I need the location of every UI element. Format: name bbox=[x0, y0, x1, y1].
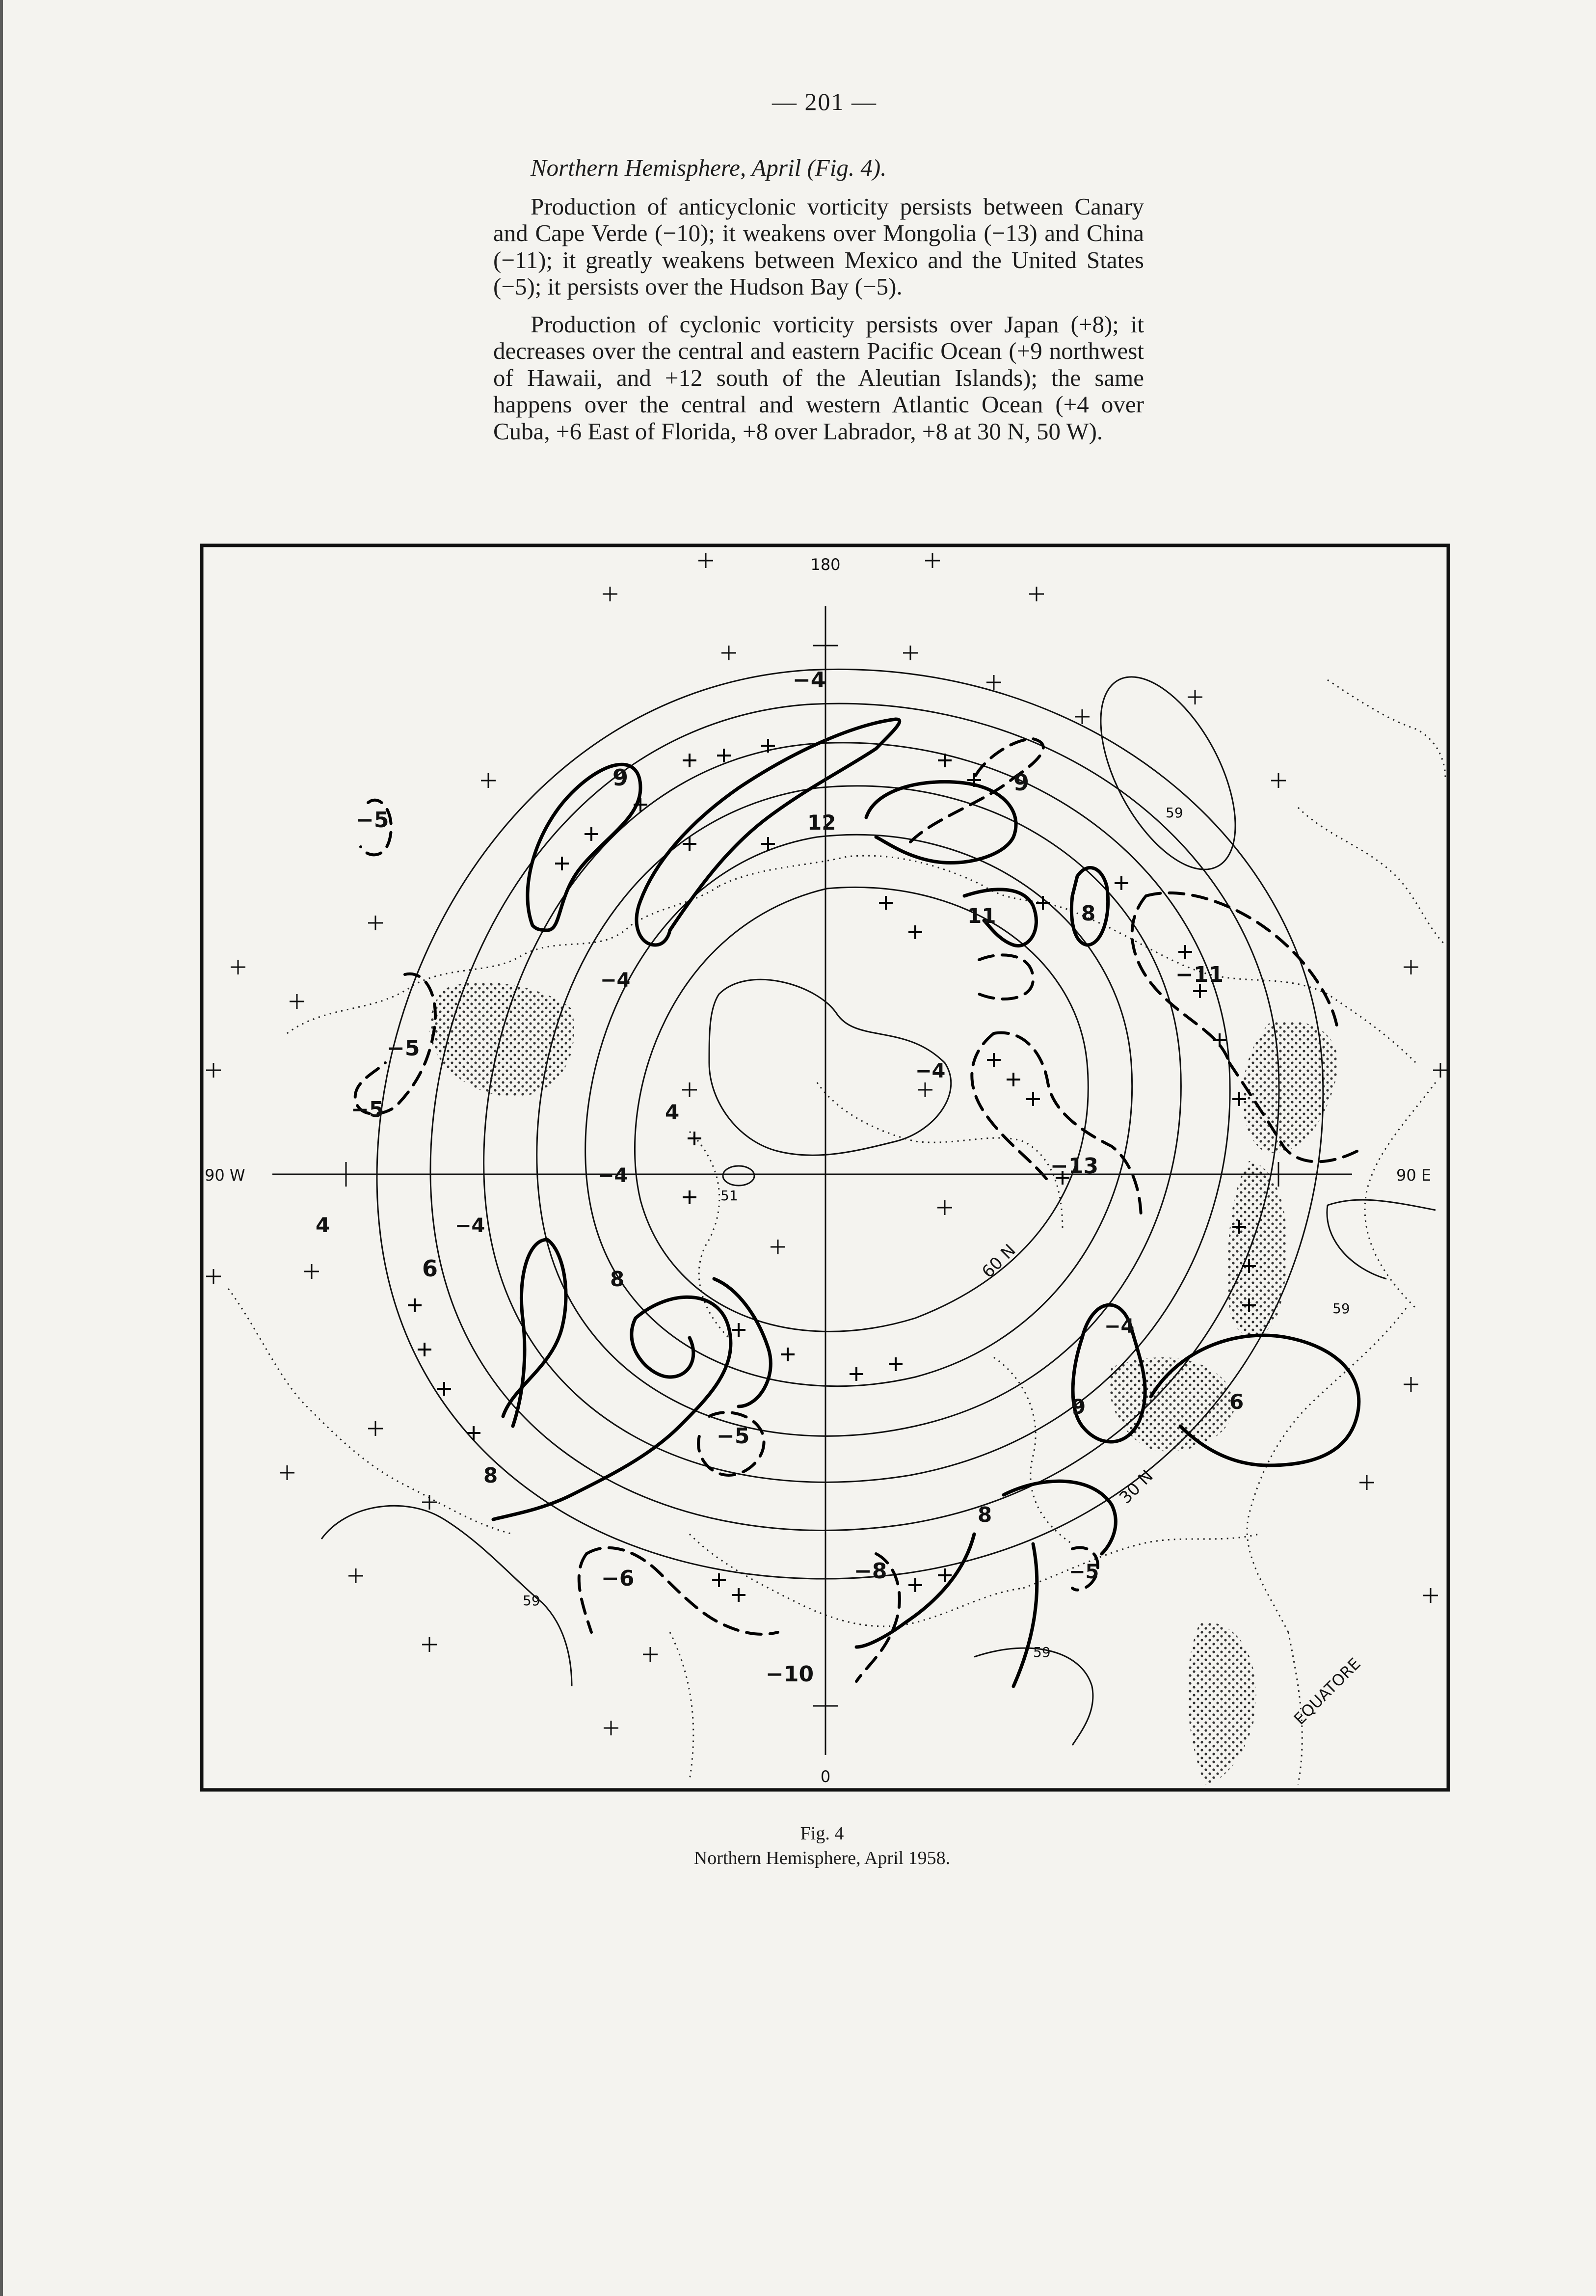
vorticity-map bbox=[199, 542, 1453, 1799]
positive-value-label: 8 bbox=[610, 1267, 625, 1291]
positive-value-label: 12 bbox=[807, 810, 836, 835]
plus-markers bbox=[408, 739, 1256, 1602]
grid-cross bbox=[925, 553, 940, 568]
coastline bbox=[1328, 680, 1445, 778]
vorticity-line bbox=[1004, 1481, 1116, 1554]
plus-marker bbox=[418, 1343, 431, 1356]
plus-marker bbox=[879, 896, 893, 910]
plus-marker bbox=[908, 1578, 922, 1592]
grid-cross bbox=[1271, 773, 1286, 788]
grid-cross bbox=[304, 1264, 319, 1279]
plus-marker bbox=[712, 1573, 726, 1587]
vorticity-line bbox=[493, 1297, 731, 1519]
grid-cross bbox=[1359, 1475, 1374, 1490]
plus-marker bbox=[717, 749, 731, 762]
negative-value-label: −4 bbox=[600, 969, 631, 992]
grid-cross bbox=[1423, 1588, 1438, 1603]
contour-line bbox=[635, 887, 1088, 1331]
body-text bbox=[493, 155, 1144, 445]
latitude-label-30n: 30 N bbox=[1116, 1466, 1157, 1508]
page-edge-rule bbox=[0, 0, 3, 2296]
negative-value-label: −5 bbox=[351, 1097, 384, 1122]
negative-value-label: −5 bbox=[717, 1424, 750, 1449]
contour-line bbox=[974, 1648, 1093, 1745]
axes bbox=[272, 606, 1352, 1755]
plus-marker bbox=[585, 827, 598, 841]
plus-marker bbox=[1115, 876, 1128, 890]
height-label: 59 bbox=[1033, 1644, 1051, 1660]
contour-line bbox=[1073, 656, 1263, 891]
grid-cross bbox=[1433, 1063, 1448, 1078]
caption-number: Fig. 4 bbox=[800, 1823, 844, 1844]
height-label: 59 bbox=[1332, 1300, 1350, 1317]
positive-value-label: 11 bbox=[967, 904, 996, 928]
contour-line bbox=[723, 1166, 754, 1186]
grid-cross bbox=[604, 1721, 618, 1735]
plus-marker bbox=[1026, 1092, 1040, 1106]
negative-value-label: −4 bbox=[598, 1164, 628, 1187]
plus-marker bbox=[761, 739, 775, 753]
negative-value-label: −10 bbox=[766, 1662, 814, 1687]
figure-4 bbox=[199, 542, 1453, 1799]
grid-cross bbox=[1404, 960, 1418, 974]
meridian-label-bottom: 0 bbox=[820, 1767, 831, 1786]
contour-line bbox=[1328, 1200, 1436, 1210]
plus-marker bbox=[1007, 1073, 1020, 1086]
plus-marker bbox=[732, 1323, 745, 1337]
grid-cross bbox=[1075, 709, 1090, 724]
plus-marker bbox=[889, 1357, 903, 1371]
plus-marker bbox=[555, 857, 569, 870]
grid-cross bbox=[231, 960, 245, 974]
section-heading-ref: (Fig. 4). bbox=[801, 154, 887, 181]
grid-cross bbox=[643, 1647, 658, 1662]
stipple-southeast bbox=[1188, 1622, 1256, 1784]
positive-value-label: 8 bbox=[978, 1503, 992, 1527]
vorticity-line bbox=[632, 1318, 693, 1377]
plus-marker bbox=[781, 1348, 795, 1361]
equator-label: EQUATORE bbox=[1290, 1654, 1364, 1729]
grid-cross bbox=[937, 1200, 952, 1215]
grid-cross bbox=[698, 553, 713, 568]
negative-value-label: −5 bbox=[1069, 1561, 1099, 1583]
grid-cross bbox=[422, 1495, 437, 1510]
grid-cross bbox=[481, 773, 496, 788]
positive-value-label: 4 bbox=[316, 1213, 330, 1237]
plus-marker bbox=[908, 925, 922, 939]
height-label: 59 bbox=[523, 1593, 540, 1609]
positive-value-label: 4 bbox=[665, 1100, 680, 1124]
vorticity-line bbox=[866, 782, 1016, 863]
plus-marker bbox=[850, 1367, 863, 1381]
plus-marker bbox=[437, 1382, 451, 1396]
grid-cross bbox=[771, 1240, 785, 1254]
height-label: 51 bbox=[720, 1188, 738, 1204]
negative-value-label: −4 bbox=[793, 668, 826, 693]
plus-marker bbox=[732, 1588, 745, 1602]
negative-value-label: −13 bbox=[1050, 1154, 1099, 1179]
grid-cross bbox=[348, 1568, 363, 1583]
coastline bbox=[1082, 916, 1416, 1063]
grid-cross bbox=[603, 587, 617, 601]
plus-marker bbox=[683, 837, 696, 851]
page-number: — 201 — bbox=[772, 88, 877, 115]
grid-cross bbox=[368, 916, 383, 930]
positive-value-label: 8 bbox=[483, 1463, 498, 1487]
vorticity-dashed-line bbox=[579, 1554, 591, 1632]
positive-value-label: 9 bbox=[1013, 769, 1030, 796]
positive-value-label: 6 bbox=[1229, 1390, 1244, 1414]
grid-cross bbox=[1188, 690, 1202, 704]
vorticity-line bbox=[1013, 1544, 1037, 1686]
plus-marker bbox=[987, 1053, 1001, 1067]
grid-cross bbox=[682, 1082, 697, 1097]
negative-value-label: −8 bbox=[854, 1559, 887, 1584]
coastline bbox=[994, 1357, 1072, 1544]
grid-cross bbox=[918, 1082, 932, 1097]
coastline bbox=[1298, 808, 1445, 945]
plus-marker bbox=[683, 754, 696, 767]
coastline bbox=[690, 1132, 729, 1338]
grid-cross bbox=[206, 1063, 221, 1078]
grid-cross bbox=[721, 646, 736, 660]
negative-value-label: −5 bbox=[387, 1036, 420, 1061]
vorticity-line bbox=[503, 1240, 566, 1416]
grid-cross bbox=[206, 1269, 221, 1284]
positive-value-label: 6 bbox=[422, 1255, 438, 1282]
grid-cross bbox=[1404, 1377, 1418, 1392]
caption-title: Northern Hemisphere, April 1958. bbox=[693, 1848, 951, 1868]
negative-value-label: −4 bbox=[455, 1215, 485, 1237]
negative-vorticity-lines bbox=[355, 739, 1357, 1681]
stipple-east-south bbox=[1227, 1161, 1287, 1337]
grid-cross bbox=[422, 1637, 437, 1652]
vorticity-dashed-line bbox=[979, 955, 1033, 999]
plus-marker bbox=[1036, 896, 1050, 910]
meridian-label-left: 90 W bbox=[205, 1166, 245, 1185]
plus-marker bbox=[683, 1190, 696, 1204]
latitude-label-60n: 60 N bbox=[978, 1240, 1020, 1282]
plus-marker bbox=[1178, 945, 1192, 959]
meridian-label-right: 90 E bbox=[1396, 1166, 1432, 1185]
section-heading bbox=[493, 155, 1144, 182]
negative-value-label: −6 bbox=[601, 1566, 635, 1591]
vorticity-line bbox=[714, 1279, 771, 1406]
paragraph-anticyclonic: Production of anticyclonic vorticity persists between Canary and Cape Verde (−10); it weakens over Mongolia (−13) and China (−11); it greatly weakens between Mexico and the United States (−5); it persists over the Hudson Bay (−5). bbox=[493, 192, 1144, 300]
coastline bbox=[1247, 1308, 1406, 1632]
plus-marker bbox=[1213, 1033, 1226, 1047]
negative-value-label: −11 bbox=[1175, 962, 1224, 987]
positive-value-label: 9 bbox=[612, 764, 629, 791]
plus-marker bbox=[688, 1132, 701, 1145]
contour-line bbox=[1327, 1205, 1386, 1279]
negative-value-label: −4 bbox=[1104, 1315, 1135, 1338]
grid-cross bbox=[368, 1421, 383, 1436]
positive-value-label: 8 bbox=[1081, 901, 1096, 925]
plus-marker bbox=[408, 1298, 422, 1312]
paragraph-cyclonic: Production of cyclonic vorticity persists over Japan (+8); it decreases over the central and eastern Pacific Ocean (+9 northwest of Hawaii, and +12 south of the Aleutian Islands); the same happens over the central and western Atlantic Ocean (+4 over Cuba, +6 East of Florida, +8 over Labrador, +8 at 30 N, 50 W). bbox=[493, 310, 1144, 445]
negative-value-label: −4 bbox=[915, 1060, 946, 1082]
grid-cross bbox=[986, 675, 1001, 690]
grid-cross bbox=[290, 994, 304, 1009]
coastline bbox=[670, 1632, 693, 1780]
coastline bbox=[1023, 1534, 1259, 1588]
coastline bbox=[228, 1289, 513, 1534]
vorticity-line bbox=[513, 1240, 547, 1426]
contour-line bbox=[709, 979, 951, 1155]
grid-cross bbox=[1029, 587, 1044, 601]
positive-value-label: 9 bbox=[1071, 1395, 1086, 1419]
figure-caption bbox=[540, 1821, 1104, 1870]
coastline bbox=[719, 856, 1082, 916]
plus-marker bbox=[467, 1426, 480, 1440]
section-heading-title: Northern Hemisphere, April bbox=[531, 154, 801, 181]
meridian-label-top: 180 bbox=[810, 555, 841, 574]
vorticity-dashed-line bbox=[994, 1033, 1141, 1220]
height-label: 59 bbox=[1166, 805, 1183, 821]
grid-cross bbox=[280, 1465, 294, 1480]
negative-value-label: −5 bbox=[356, 808, 389, 833]
grid-cross bbox=[903, 646, 918, 660]
